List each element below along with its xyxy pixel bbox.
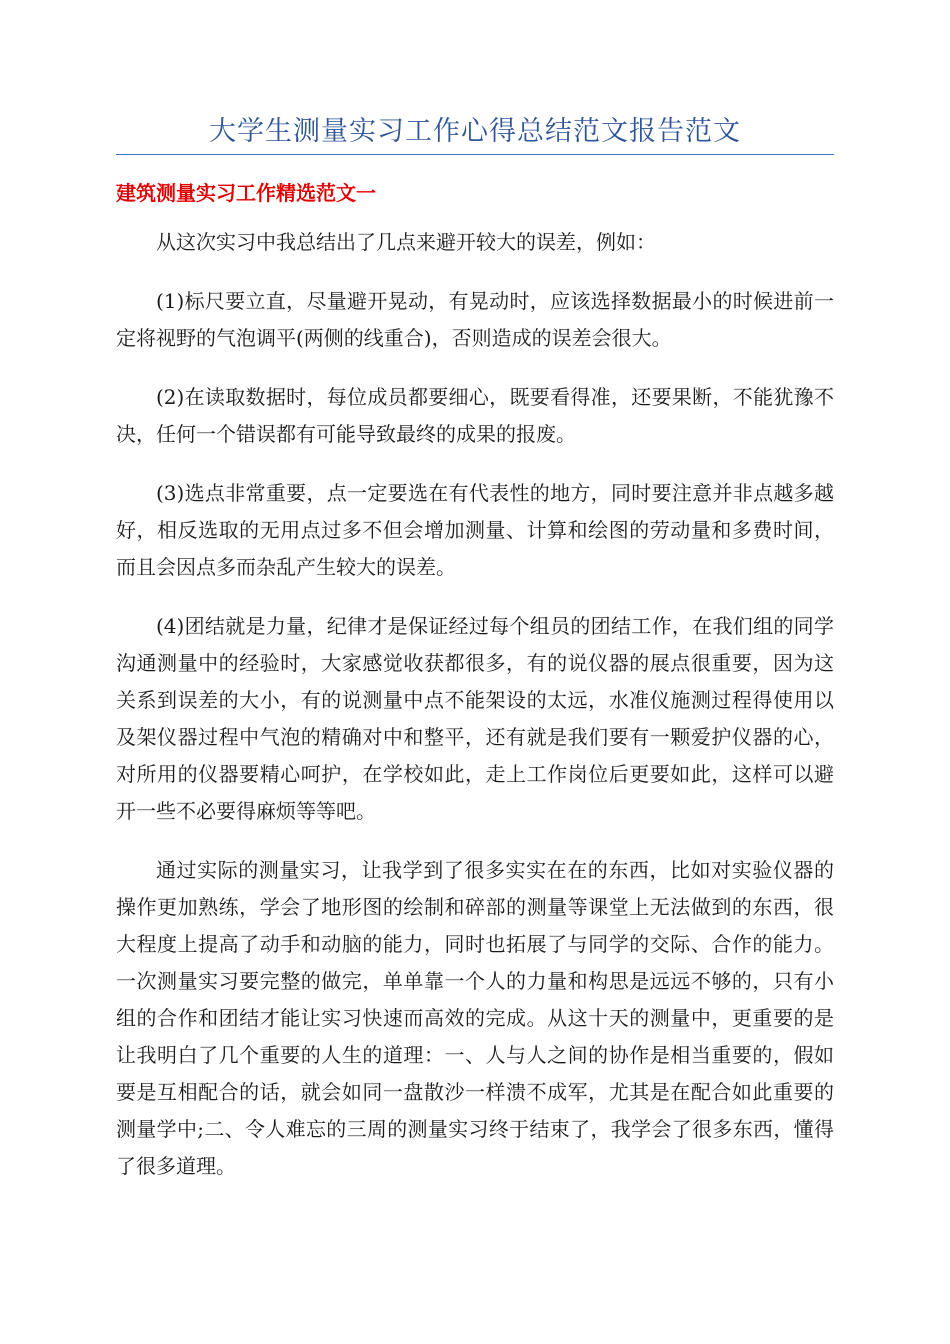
paragraph-point-4: (4)团结就是力量，纪律才是保证经过每个组员的团结工作，在我们组的同学沟通测量中的经验时，大家感觉收获都很多，有的说仪器的展点很重要，因为这关系到误差的大小，有的说测量中点不能架设的太远，水准仪施测过程得使用以及架仪器过程中气泡的精确对中和整平，还有就是我们要有一颗爱护仪器的心，对所用的仪器要精心呵护，在学校如此，走上工作岗位后更要如此，这样可以避开一些不必要得麻烦等等吧。 [116,614,834,823]
paragraph-point-1: (1)标尺要立直，尽量避开晃动，有晃动时，应该选择数据最小的时候进前一定将视野的气泡调平(两侧的线重合)，否则造成的误差会很大。 [116,289,834,350]
document-title: 大学生测量实习工作心得总结范文报告范文 [209,116,741,147]
title-underline [116,154,834,155]
paragraph-point-2: (2)在读取数据时，每位成员都要细心，既要看得准，还要果断，不能犹豫不决，任何一个错误都有可能导致最终的成果的报废。 [116,385,834,446]
document-body [116,224,834,1207]
paragraph-summary: 通过实际的测量实习，让我学到了很多实实在在的东西，比如对实验仪器的操作更加熟练，学会了地形图的绘制和碎部的测量等课堂上无法做到的东西，很大程度上提高了动手和动脑的能力，同时也拓展了与同学的交际、合作的能力。一次测量实习要完整的做完，单单靠一个人的力量和构思是远远不够的，只有小组的合作和团结才能让实习快速而高效的完成。从这十天的测量中，更重要的是让我明白了几个重要的人生的道理：一、人与人之间的协作是相当重要的，假如要是互相配合的话，就会如同一盘散沙一样溃不成军，尤其是在配合如此重要的测量学中;二、令人难忘的三周的测量实习终于结束了，我学会了很多东西，懂得了很多道理。 [116,858,834,1178]
section-heading: 建筑测量实习工作精选范文一 [116,181,376,205]
paragraph-point-3: (3)选点非常重要，点一定要选在有代表性的地方，同时要注意并非点越多越好，相反选取的无用点过多不但会增加测量、计算和绘图的劳动量和多费时间，而且会因点多而杂乱产生较大的误差。 [116,481,834,579]
paragraph-intro: 从这次实习中我总结出了几点来避开较大的误差，例如： [156,230,656,254]
